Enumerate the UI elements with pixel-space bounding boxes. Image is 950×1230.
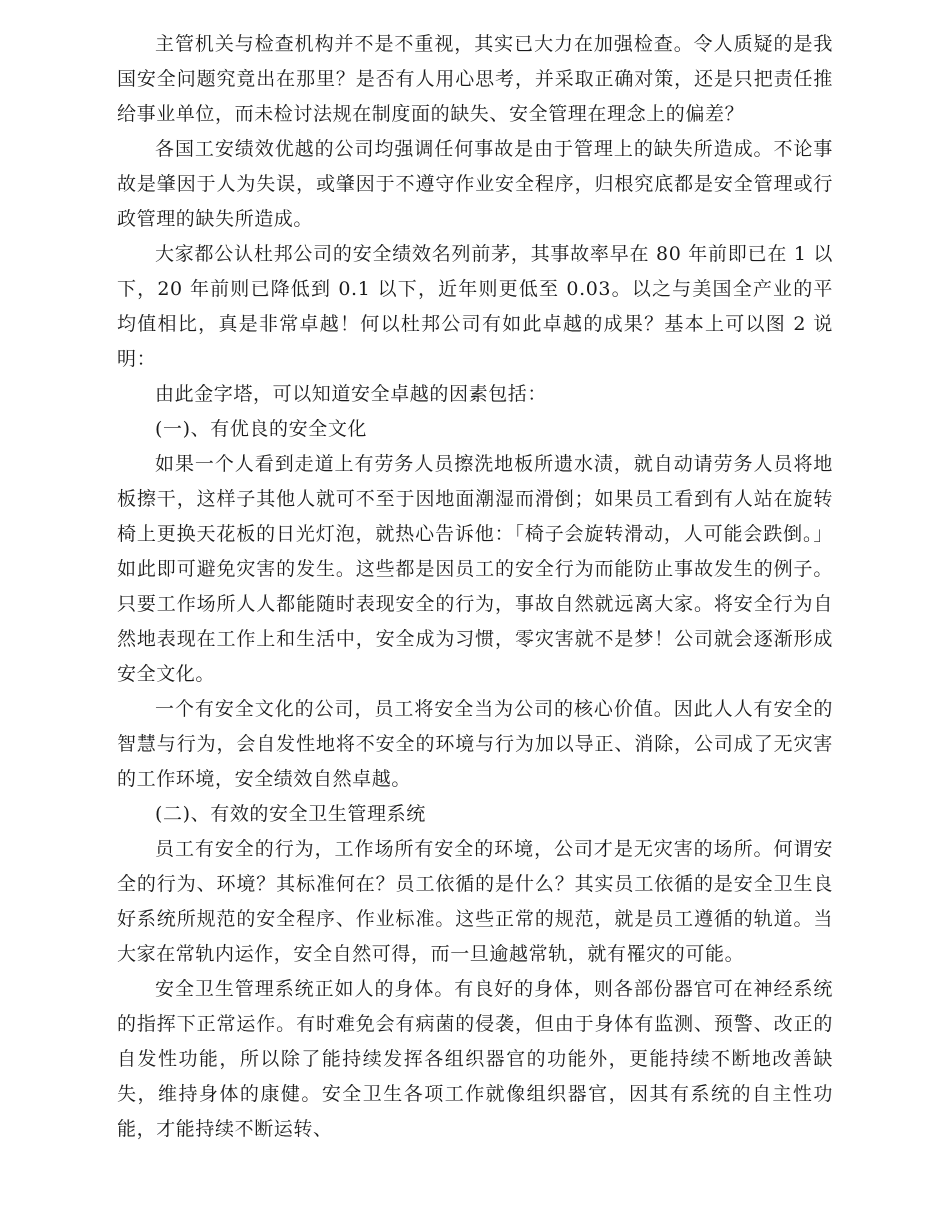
- paragraph: 各国工安绩效优越的公司均强调任何事故是由于管理上的缺失所造成。不论事故是肇因于人为失误，或肇因于不遵守作业安全程序，归根究底都是安全管理或行政管理的缺失所造成。: [117, 138, 833, 230]
- document-body: [117, 27, 833, 1147]
- paragraph: 由此金字塔，可以知道安全卓越的因素包括：: [155, 383, 548, 405]
- section-heading: (二)、有效的安全卫生管理系统: [155, 803, 426, 825]
- paragraph: 一个有安全文化的公司，员工将安全当为公司的核心价值。因此人人有安全的智慧与行为，会自发性地将不安全的环境与行为加以导正、消除，公司成了无灾害的工作环境，安全绩效自然卓越。: [117, 698, 833, 790]
- paragraph: 大家都公认杜邦公司的安全绩效名列前茅，其事故率早在 80 年前即已在 1 以下，20 年前则已降低到 0.1 以下，近年则更低至 0.03。以之与美国全产业的平均值相比，真是非常卓越！何以杜邦公司有如此卓越的成果？基本上可以图 2 说明：: [117, 243, 833, 370]
- paragraph: 安全卫生管理系统正如人的身体。有良好的身体，则各部份器官可在神经系统的指挥下正常运作。有时难免会有病菌的侵袭，但由于身体有监测、预警、改正的自发性功能，所以除了能持续发挥各组织器官的功能外，更能持续不断地改善缺失，维持身体的康健。安全卫生各项工作就像组织器官，因其有系统的自主性功能，才能持续不断运转、: [117, 978, 833, 1140]
- section-heading: (一)、有优良的安全文化: [155, 418, 368, 440]
- paragraph: 如果一个人看到走道上有劳务人员擦洗地板所遗水渍，就自动请劳务人员将地板擦干，这样子其他人就可不至于因地面潮湿而滑倒；如果员工看到有人站在旋转椅上更换天花板的日光灯泡，就热心告诉他：「椅子会旋转滑动，人可能会跌倒。」如此即可避免灾害的发生。这些都是因员工的安全行为而能防止事故发生的例子。只要工作场所人人都能随时表现安全的行为，事故自然就远离大家。将安全行为自然地表现在工作上和生活中，安全成为习惯，零灾害就不是梦！公司就会逐渐形成安全文化。: [117, 453, 833, 685]
- paragraph: 主管机关与检查机构并不是不重视，其实已大力在加强检查。令人质疑的是我国安全问题究竟出在那里？是否有人用心思考，并采取正确对策，还是只把责任推给事业单位，而未检讨法规在制度面的缺失、安全管理在理念上的偏差？: [117, 33, 833, 125]
- paragraph: 员工有安全的行为，工作场所有安全的环境，公司才是无灾害的场所。何谓安全的行为、环境？其标准何在？员工依循的是什么？其实员工依循的是安全卫生良好系统所规范的安全程序、作业标准。这些正常的规范，就是员工遵循的轨道。当大家在常轨内运作，安全自然可得，而一旦逾越常轨，就有罹灾的可能。: [117, 838, 833, 965]
